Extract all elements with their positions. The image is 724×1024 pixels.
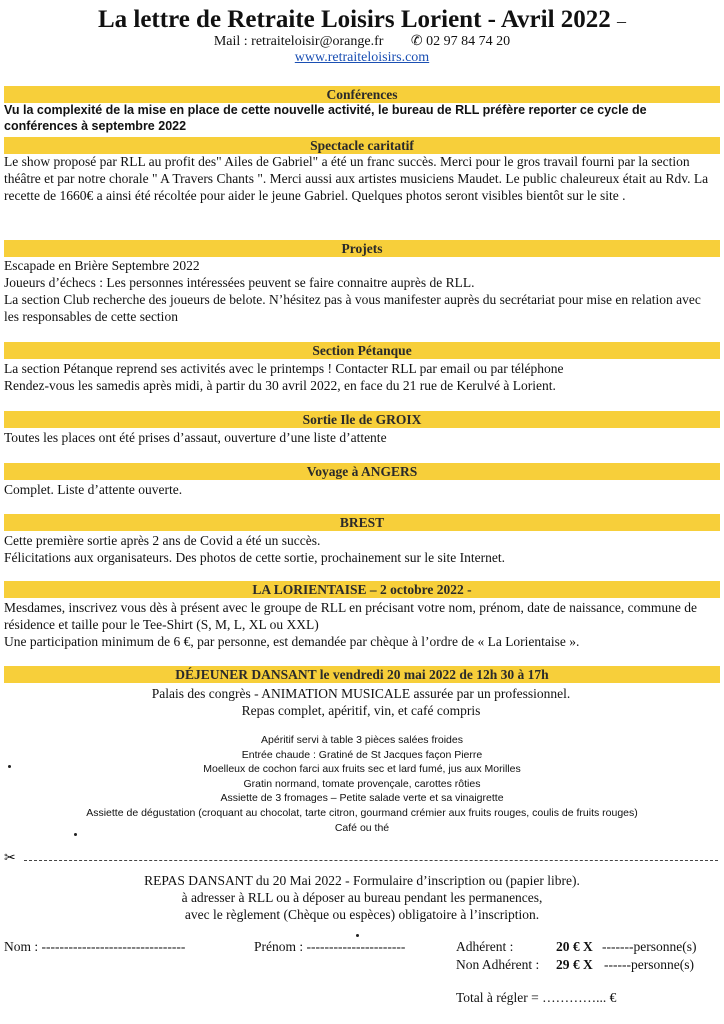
menu-item: Assiette de 3 fromages – Petite salade verte et sa vinaigrette	[220, 792, 504, 805]
section-heading-spectacle: Spectacle caritatif	[4, 137, 720, 154]
projets-line-1: Escapade en Brière Septembre 2022	[4, 258, 200, 273]
lorientaise-line-1: Mesdames, inscrivez vous dès à présent avec le groupe de RLL en précisant votre nom, prénom, date de naissance, commune de résidence et taille pour le Tee-Shirt (S, M, L, XL ou XXL)	[4, 600, 698, 632]
title-dash: –	[617, 11, 627, 31]
section-text-groix	[4, 429, 718, 446]
section-heading-lorientaise: LA LORIENTAISE – 2 octobre 2022 -	[4, 581, 720, 598]
menu-item: Apéritif servi à table 3 pièces salées froides	[261, 734, 463, 746]
groix-text: Toutes les places ont été prises d’assaut, ouverture d’une liste d’attente	[4, 430, 387, 445]
nom-field[interactable]: Nom : --------------------------------	[4, 939, 186, 954]
adherent-label: Adhérent :	[456, 939, 514, 954]
mail-address: Mail : retraiteloisir@orange.fr	[213, 34, 384, 49]
title-text: La lettre de Retraite Loisirs Lorient - Avril 2022	[97, 6, 611, 33]
section-text-lorientaise	[4, 599, 718, 650]
section-text-projets	[4, 257, 718, 325]
section-text-petanque	[4, 360, 718, 394]
menu-item: Café ou thé	[334, 821, 390, 834]
scan-speck	[74, 833, 77, 836]
section-text-spectacle	[4, 153, 718, 204]
spectacle-text: Le show proposé par RLL au profit des" Ailes de Gabriel" a été un franc succès. Merci pour le gros travail fourni par la section théâtre et par notre chorale " A Travers Chants ". Merci aussi aux artistes musiciens Maudet. Le public chaleureux était au Rdv. La recette de 1660€ a ainsi été récoltée pour aider le jeune Gabriel. Quelques photos seront visibles bientôt sur le site .	[4, 154, 709, 203]
projets-line-3: La section Club recherche des joueurs de belote. N’hésitez pas à vous manifester auprès du secrétariat pour mise en relation avec les responsables de cette section	[4, 292, 701, 324]
prenom-field[interactable]: Prénom : ----------------------	[254, 939, 406, 954]
page-title	[0, 6, 724, 34]
cut-line	[4, 851, 718, 868]
non-adherent-label: Non Adhérent :	[456, 957, 540, 972]
section-text-brest	[4, 532, 718, 566]
petanque-line-2: Rendez-vous les samedis après midi, à partir du 30 avril 2022, en face du 21 rue de Kerulvé à Lorient.	[4, 378, 556, 393]
total-field[interactable]: Total à régler = …………... €	[456, 990, 617, 1005]
scan-speck	[356, 934, 359, 937]
section-heading-dejeuner: DÉJEUNER DANSANT le vendredi 20 mai 2022 de 12h 30 à 17h	[4, 666, 720, 683]
adherent-price: 20 € X	[556, 939, 593, 954]
website-link[interactable]: www.retraiteloisirs.com	[294, 50, 430, 65]
angers-text: Complet. Liste d’attente ouverte.	[4, 482, 183, 497]
section-text-angers	[4, 481, 718, 498]
adherent-count-field[interactable]: -------personne(s)	[602, 939, 697, 954]
menu-item: Assiette de dégustation (croquant au chocolat, tarte citron, gourmand crémier aux fruits rouges, coulis de fruits rouges)	[86, 806, 638, 819]
form-line-2: à adresser à RLL ou à déposer au bureau pendant les permanences,	[181, 890, 543, 905]
menu-item: Entrée chaude : Gratiné de St Jacques façon Pierre	[241, 748, 483, 761]
section-text-conferences	[4, 103, 718, 134]
scissors-icon: ✂	[4, 851, 16, 866]
conferences-text: Vu la complexité de la mise en place de cette nouvelle activité, le bureau de RLL préfère reporter ce cycle de conférences à septembre 2022	[4, 103, 647, 133]
dejeuner-line-1: Palais des congrès - ANIMATION MUSICALE assurée par un professionnel.	[151, 686, 571, 701]
contact-line	[0, 33, 724, 50]
form-title: REPAS DANSANT du 20 Mai 2022 - Formulaire d’inscription ou (papier libre).	[144, 873, 580, 888]
form-line-3: avec le règlement (Chèque ou espèces) obligatoire à l’inscription.	[184, 907, 540, 922]
section-heading-groix: Sortie Ile de GROIX	[4, 411, 720, 428]
form-heading	[0, 872, 724, 923]
projets-line-2: Joueurs d’échecs : Les personnes intéressées peuvent se faire connaitre auprès de RLL.	[4, 275, 475, 290]
petanque-line-1: La section Pétanque reprend ses activités avec le printemps ! Contacter RLL par email ou par téléphone	[4, 361, 564, 376]
scan-speck	[8, 765, 11, 768]
lunch-menu	[0, 733, 724, 835]
menu-item: Moelleux de cochon farci aux fruits sec et lard fumé, jus aux Morilles	[203, 763, 521, 776]
lorientaise-line-2: Une participation minimum de 6 €, par personne, est demandée par chèque à l’ordre de « La Lorientaise ».	[4, 634, 580, 649]
brest-line-2: Félicitations aux organisateurs. Des photos de cette sortie, prochainement sur le site Internet.	[4, 550, 505, 565]
section-heading-conferences: Conférences	[4, 86, 720, 103]
section-heading-projets: Projets	[4, 240, 720, 257]
menu-item: Gratin normand, tomate provençale, carottes rôties	[243, 777, 481, 790]
non-adherent-count-field[interactable]: ------personne(s)	[604, 957, 694, 972]
dejeuner-line-2: Repas complet, apéritif, vin, et café compris	[241, 703, 481, 718]
section-heading-petanque: Section Pétanque	[4, 342, 720, 359]
dashed-divider	[24, 860, 718, 861]
brest-line-1: Cette première sortie après 2 ans de Covid a été un succès.	[4, 533, 321, 548]
section-text-dejeuner	[4, 685, 718, 719]
phone-number: ✆ 02 97 84 74 20	[410, 34, 511, 49]
section-heading-angers: Voyage à ANGERS	[4, 463, 720, 480]
section-heading-brest: BREST	[4, 514, 720, 531]
non-adherent-price: 29 € X	[556, 957, 593, 972]
